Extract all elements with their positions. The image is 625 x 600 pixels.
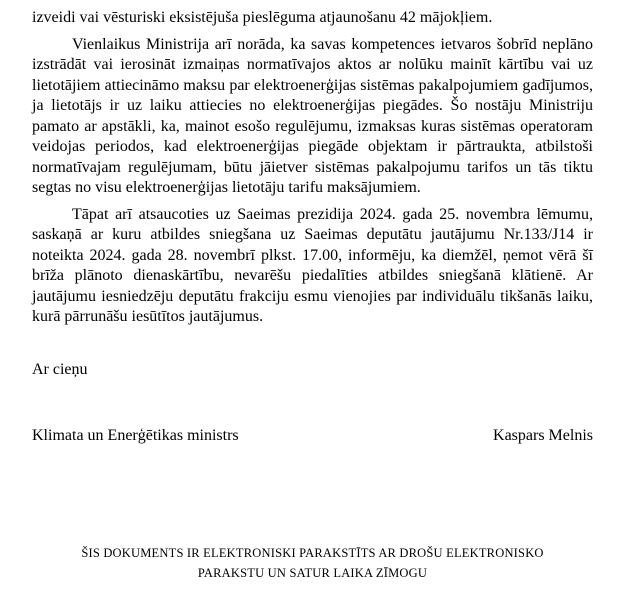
footer-line-2: PARAKSTU UN SATUR LAIKA ZĪMOGU xyxy=(197,566,428,580)
signature-row xyxy=(32,426,593,447)
closing-salutation: Ar cieņu xyxy=(32,360,88,378)
signature-name: Kaspars Melnis xyxy=(493,427,593,444)
continuation-line: izveidi vai vēsturiski eksistējuša pieslēguma atjaunošanu 42 mājokļiem. xyxy=(32,9,493,26)
signature-title: Klimata un Enerģētikas ministrs xyxy=(32,427,239,444)
paragraph-ministry-position: Vienlaikus Ministrija arī norāda, ka savas kompetences ietvaros šobrīd neplāno izstrādāt vai ierosināt izmaiņas normatīvajos aktos ar nolūku mainīt kārtību vai uz lietotājiem attiecināmo maksu par elektroenerģijas sistēmas pakalpojumiem gadījumos, ja lietotājs ir uz laiku attiecies no elektroenerģijas piegādes. Šo nostāju Ministriju pamato ar apstākli, ka, mainot esošo regulējumu, izmaksas kuras sistēmas operatoram veidojas periodos, kad elektroenerģijas piegāde objektam ir pārtraukta, atbilstoši normatīvajam regulējumam, būtu jāietver sistēmas pakalpojumu tarifos un tās tiktu segtas no visu elektroenerģijas lietotāju tarifu maksājumiem. xyxy=(32,35,593,196)
footer-disclaimer xyxy=(0,541,625,586)
paragraph-saeima-response: Tāpat arī atsaucoties uz Saeimas prezidija 2024. gada 25. novembra lēmumu, saskaņā ar kuru atbildes sniegšana uz Saeimas deputātu jautājumu Nr.133/J14 ir noteikta 2024. gada 28. novembrī plkst. 17.00, informēju, ka diemžēl, ņemot vērā šī brīža plānoto dienaskārtību, nevarēšu piedalīties atbildes sniegšanā klātienē. Ar jautājumu iesniedzēju deputātu frakciju esmu vienojies par individuālu tikšanās laiku, kurā pārrunāšu iesūtītos jautājumus. xyxy=(32,205,593,325)
footer-line-1: ŠIS DOKUMENTS IR ELEKTRONISKI PARAKSTĪTS AR DROŠU ELEKTRONISKO xyxy=(81,546,544,560)
